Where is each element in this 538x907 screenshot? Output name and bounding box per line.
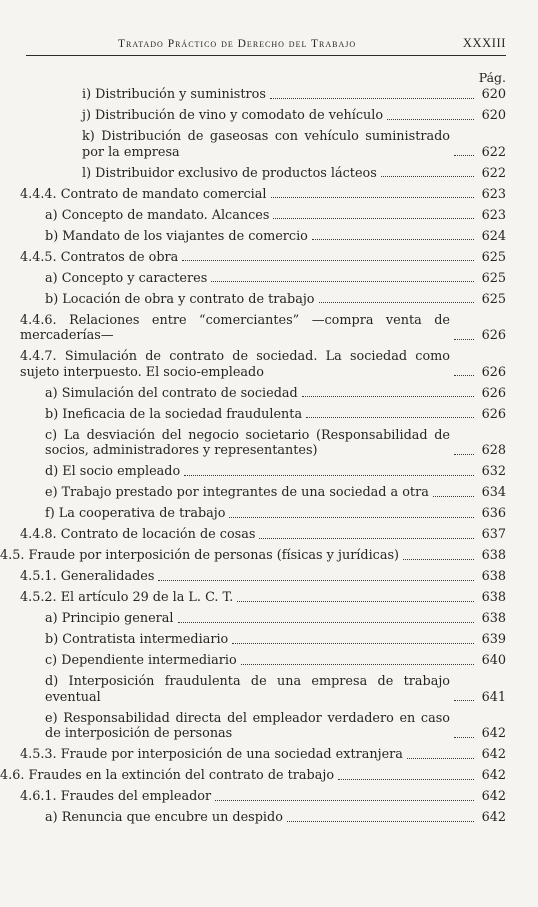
toc-entry-page: 628	[481, 443, 506, 458]
toc-entry-number: a)	[45, 810, 62, 825]
toc-entry-title	[82, 108, 383, 124]
toc-entry-title	[45, 653, 237, 669]
toc-entry-number: d)	[45, 674, 69, 689]
toc-entry-number: 4.4.6.	[20, 312, 70, 328]
toc-entry-number: 4.4.8.	[20, 527, 61, 542]
dot-leader	[319, 302, 474, 303]
toc-entry-text: Distribución y suministros	[95, 87, 266, 102]
toc-entry-page: 624	[481, 228, 506, 244]
toc-entry-number: a)	[45, 385, 62, 401]
toc-entry-page: 620	[481, 87, 506, 102]
toc-entry-text: Principio general	[61, 611, 174, 626]
dot-leader	[237, 601, 474, 602]
toc-entry-text: Distribución de gaseosas con vehículo suministrado por la empresa	[82, 129, 450, 160]
toc-entry-title	[20, 590, 233, 606]
toc-entry-title	[45, 674, 450, 705]
toc-entry	[0, 292, 538, 308]
toc-entry-page: 625	[481, 270, 506, 286]
toc-entry-text: Distribuidor exclusivo de productos lácteos	[95, 165, 377, 181]
roman-page-number: XXXIII	[462, 36, 506, 50]
toc-entry	[0, 313, 538, 344]
toc-entry	[0, 506, 538, 522]
toc-entry-text: Generalidades	[60, 569, 155, 584]
page-column-label: Pág.	[478, 70, 506, 85]
toc-entry-title	[45, 506, 225, 522]
dot-leader	[273, 218, 474, 219]
toc-entry-page: 636	[481, 506, 506, 521]
toc-entry-number: a)	[45, 270, 62, 286]
toc-entry-title	[45, 229, 308, 245]
toc-entry-text: Locación de obra y contrato de trabajo	[62, 291, 315, 307]
toc-entry-number: 4.5.	[0, 548, 29, 563]
toc-entry-page: 623	[481, 207, 506, 223]
toc-entry-title	[20, 313, 450, 344]
toc-entry-text: Fraude por interposición de personas (físicas y jurídicas)	[28, 548, 400, 563]
toc-entry-number: b)	[45, 291, 63, 307]
toc-entry-page: 641	[481, 689, 506, 705]
toc-entry-number: f)	[45, 506, 59, 521]
toc-entry	[0, 747, 538, 763]
toc-entry	[0, 674, 538, 705]
toc-entry-title	[0, 548, 399, 564]
toc-entry-page: 642	[481, 768, 506, 783]
dot-leader	[454, 454, 474, 455]
dot-leader	[387, 119, 474, 120]
toc-entry	[0, 187, 538, 203]
toc-entry	[0, 485, 538, 501]
toc-entry-page: 626	[481, 364, 506, 380]
toc-entry-title	[45, 711, 450, 742]
toc-entry-number: d)	[45, 464, 63, 479]
toc-entry-number: k)	[82, 129, 102, 144]
toc-entry-number: e)	[45, 710, 64, 726]
toc-entry-text: Distribución de vino y comodato de vehículo	[95, 108, 384, 123]
toc-entry-text: Contrato de mandato comercial	[60, 186, 267, 202]
toc-entry-page: 642	[481, 789, 506, 804]
toc-entry	[0, 407, 538, 423]
toc-entry-number: l)	[82, 165, 96, 181]
toc-entry-title	[82, 87, 266, 103]
toc-entry-text: Fraude por interposición de una sociedad extranjera	[60, 747, 403, 762]
dot-leader	[271, 197, 475, 198]
toc-entry	[0, 166, 538, 182]
toc-entry	[0, 810, 538, 826]
dot-leader	[454, 700, 474, 701]
toc-entry-title	[82, 166, 377, 182]
toc-entry-page: 622	[481, 165, 506, 181]
toc-entry-page: 638	[481, 611, 506, 626]
toc-entry-text: La desviación del negocio societario (Responsabilidad de socios, administradores y representantes)	[45, 427, 450, 458]
toc-entry	[0, 653, 538, 669]
toc-entry	[0, 632, 538, 648]
toc-entry-page: 642	[481, 810, 506, 825]
toc-entry	[0, 548, 538, 564]
dot-leader	[454, 375, 474, 376]
toc-entry-number: b)	[45, 632, 63, 647]
toc-entry-number: i)	[82, 87, 96, 102]
toc-entry	[0, 229, 538, 245]
toc-entry-page: 634	[481, 485, 506, 500]
toc-entry-number: 4.6.	[0, 768, 29, 783]
toc-entry-page: 638	[481, 590, 506, 605]
toc-entry	[0, 527, 538, 543]
toc-entry-number: 4.5.3.	[20, 747, 61, 762]
toc-entry-number: j)	[82, 108, 96, 123]
dot-leader	[259, 538, 474, 539]
header-rule	[26, 55, 506, 56]
toc-entry-page: 642	[481, 747, 506, 762]
toc-entry-title	[20, 747, 403, 763]
dot-leader	[158, 580, 474, 581]
toc-entry-page: 620	[481, 108, 506, 123]
toc-entry-page: 626	[481, 385, 506, 401]
toc-entry-page: 640	[481, 653, 506, 668]
dot-leader	[306, 417, 474, 418]
toc-entry-text: Contratista intermediario	[62, 632, 229, 647]
toc-entry-text: Simulación del contrato de sociedad	[61, 385, 298, 401]
table-of-contents	[0, 87, 538, 831]
toc-entry	[0, 271, 538, 287]
toc-entry	[0, 349, 538, 380]
toc-entry-title	[20, 527, 255, 543]
toc-entry-text: Interposición fraudulenta de una empresa de trabajo eventual	[45, 674, 450, 705]
toc-entry-title	[45, 208, 269, 224]
dot-leader	[403, 559, 474, 560]
toc-entry-text: Concepto y caracteres	[61, 270, 208, 286]
toc-entry	[0, 768, 538, 784]
toc-entry-title	[45, 292, 315, 308]
toc-entry-title	[45, 485, 429, 501]
toc-entry-page: 622	[481, 144, 506, 160]
toc-entry-title	[20, 349, 450, 380]
dot-leader	[454, 737, 474, 738]
toc-entry-title	[82, 129, 450, 160]
dot-leader	[232, 643, 474, 644]
toc-entry-number: 4.4.4.	[20, 186, 61, 202]
toc-entry-title	[45, 810, 283, 826]
toc-entry-title	[20, 789, 211, 805]
dot-leader	[270, 98, 474, 99]
toc-entry-text: El artículo 29 de la L. C. T.	[60, 590, 234, 605]
dot-leader	[229, 517, 474, 518]
toc-entry-number: 4.5.1.	[20, 569, 61, 584]
toc-entry	[0, 428, 538, 459]
toc-entry	[0, 711, 538, 742]
toc-entry-title	[20, 569, 154, 585]
toc-entry-page: 625	[481, 249, 506, 265]
toc-entry-title	[20, 250, 178, 266]
toc-entry	[0, 250, 538, 266]
toc-entry-number: b)	[45, 228, 63, 244]
toc-entry-page: 626	[481, 328, 506, 343]
toc-entry-page: 637	[481, 527, 506, 542]
toc-entry-number: c)	[45, 653, 62, 668]
toc-entry	[0, 464, 538, 480]
toc-entry	[0, 129, 538, 160]
toc-entry-text: La cooperativa de trabajo	[58, 506, 226, 521]
toc-entry-text: Mandato de los viajantes de comercio	[62, 228, 308, 244]
dot-leader	[312, 239, 474, 240]
dot-leader	[182, 260, 474, 261]
toc-entry-title	[45, 464, 180, 480]
toc-entry-number: a)	[45, 207, 62, 223]
toc-entry-title	[45, 386, 298, 402]
toc-entry	[0, 386, 538, 402]
book-title: Tratado Práctico de Derecho del Trabajo	[118, 38, 357, 50]
dot-leader	[407, 758, 474, 759]
toc-entry-page: 623	[481, 186, 506, 202]
dot-leader	[178, 622, 474, 623]
toc-entry-page: 638	[481, 569, 506, 584]
toc-entry	[0, 590, 538, 606]
toc-entry-text: Responsabilidad directa del empleador verdadero en caso de interposición de personas	[45, 710, 450, 741]
toc-entry-text: El socio empleado	[62, 464, 181, 479]
toc-entry-text: Trabajo prestado por integrantes de una sociedad a otra	[61, 485, 429, 500]
toc-entry-text: Contratos de obra	[60, 249, 179, 265]
toc-entry-number: c)	[45, 427, 64, 443]
toc-entry-title	[45, 271, 207, 287]
toc-entry	[0, 611, 538, 627]
dot-leader	[454, 155, 474, 156]
toc-entry-text: Simulación de contrato de sociedad. La sociedad como sujeto interpuesto. El socio-empleado	[20, 349, 450, 380]
toc-entry	[0, 789, 538, 805]
toc-entry-text: Concepto de mandato. Alcances	[61, 207, 270, 223]
dot-leader	[211, 281, 474, 282]
toc-entry-number: a)	[45, 611, 62, 626]
toc-entry-page: 625	[481, 291, 506, 307]
dot-leader	[287, 821, 474, 822]
toc-entry-text: Fraudes del empleador	[60, 789, 212, 804]
dot-leader	[215, 800, 474, 801]
toc-entry-text: Renuncia que encubre un despido	[61, 810, 283, 825]
dot-leader	[454, 339, 474, 340]
toc-entry-page: 639	[481, 632, 506, 647]
toc-entry-title	[45, 611, 174, 627]
toc-entry-text: Ineficacia de la sociedad fraudulenta	[62, 406, 303, 422]
dot-leader	[184, 475, 474, 476]
toc-entry	[0, 87, 538, 103]
dot-leader	[338, 779, 474, 780]
toc-entry-page: 626	[481, 406, 506, 422]
toc-entry-title	[45, 632, 228, 648]
toc-entry-page: 642	[481, 726, 506, 741]
toc-entry-number: e)	[45, 485, 62, 500]
dot-leader	[433, 496, 474, 497]
toc-entry-text: Contrato de locación de cosas	[60, 527, 256, 542]
toc-entry-text: Relaciones entre “comerciantes” —compra venta de mercaderías—	[20, 312, 451, 343]
toc-entry-title	[45, 407, 302, 423]
toc-entry-page: 638	[481, 548, 506, 563]
running-header	[26, 36, 506, 51]
dot-leader	[241, 664, 474, 665]
toc-entry-number: b)	[45, 406, 63, 422]
toc-entry-title	[0, 768, 334, 784]
toc-entry-number: 4.4.7.	[20, 349, 65, 364]
toc-entry-page: 632	[481, 464, 506, 479]
toc-entry-text: Fraudes en la extinción del contrato de trabajo	[28, 768, 335, 783]
toc-entry-title	[20, 187, 267, 203]
toc-entry-title	[45, 428, 450, 459]
dot-leader	[302, 396, 474, 397]
toc-entry	[0, 208, 538, 224]
dot-leader	[381, 176, 474, 177]
toc-entry-number: 4.5.2.	[20, 590, 61, 605]
toc-entry-text: Dependiente intermediario	[61, 653, 237, 668]
toc-entry	[0, 108, 538, 124]
toc-entry-number: 4.6.1.	[20, 789, 61, 804]
toc-entry-number: 4.4.5.	[20, 249, 61, 265]
toc-entry	[0, 569, 538, 585]
